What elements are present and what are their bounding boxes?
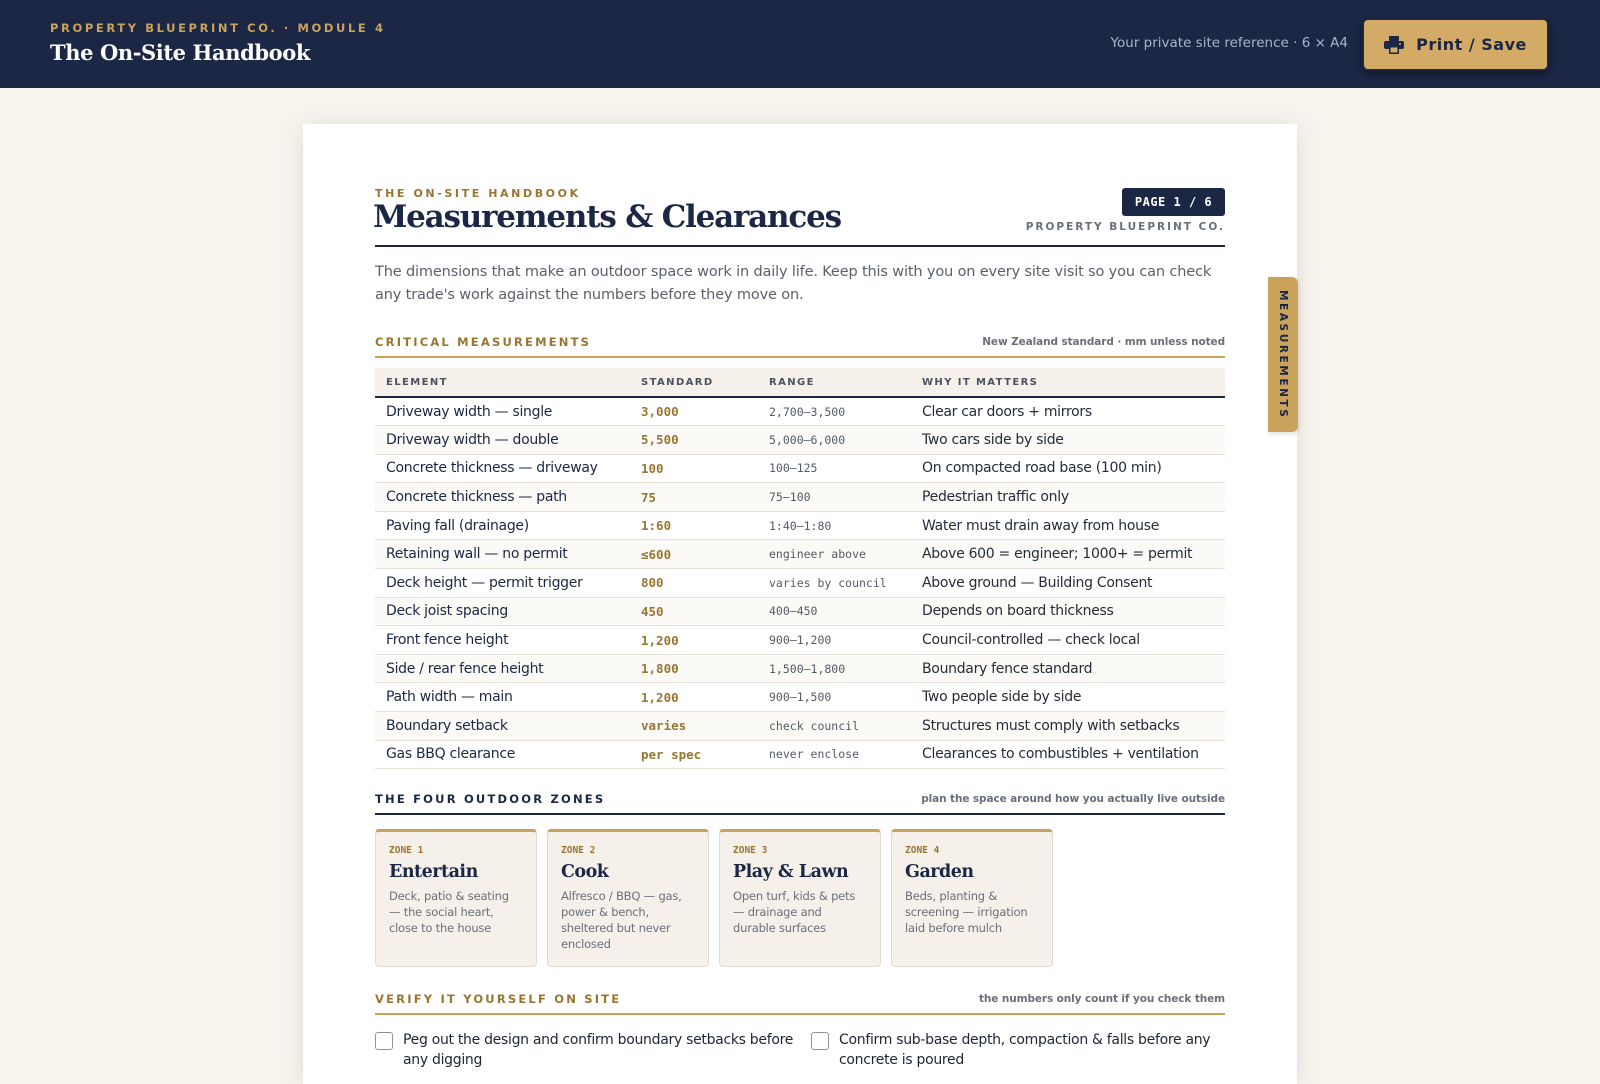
verify-checklist-item[interactable]: [375, 1030, 795, 1070]
table-row: [375, 483, 1225, 512]
table-row: [375, 740, 1225, 769]
checkbox[interactable]: [375, 1032, 393, 1050]
site-reference-text: Your private site reference · 6 × A4: [1110, 35, 1348, 51]
cell-range: 100–125: [758, 454, 911, 483]
measurements-section-note: New Zealand standard · mm unless noted: [982, 336, 1225, 348]
checklist-item-text: Confirm sub-base depth, compaction & falls before any concrete is poured: [839, 1032, 1211, 1068]
cell-why: Boundary fence standard: [911, 654, 1225, 683]
page-number-badge: PAGE 1 / 6: [1122, 188, 1225, 216]
cell-range: 1,500–1,800: [758, 654, 911, 683]
top-bar: [0, 0, 1600, 88]
cell-range: 400–450: [758, 597, 911, 626]
cell-element: Concrete thickness — path: [375, 483, 630, 512]
zone-description: Deck, patio & seating — the social heart, close to the house: [389, 889, 509, 935]
cell-standard: 1:60: [630, 511, 758, 540]
cell-why: Above 600 = engineer; 1000+ = permit: [911, 540, 1225, 569]
print-save-button[interactable]: [1362, 18, 1549, 71]
brand-kicker: PROPERTY BLUEPRINT CO. · MODULE 4: [50, 21, 386, 35]
cell-range: 5,000–6,000: [758, 426, 911, 455]
column-header-range: RANGE: [758, 368, 911, 397]
cell-why: Pedestrian traffic only: [911, 483, 1225, 512]
zones-section-title: THE FOUR OUTDOOR ZONES: [375, 792, 606, 806]
cell-why: Clearances to combustibles + ventilation: [911, 740, 1225, 769]
zone-description: Alfresco / BBQ — gas, power & bench, sheltered but never enclosed: [561, 889, 682, 951]
cell-standard: 3,000: [630, 397, 758, 426]
zone-description: Beds, planting & screening — irrigation laid before mulch: [905, 889, 1028, 935]
checklist-item-text: Peg out the design and confirm boundary setbacks before any digging: [403, 1032, 794, 1068]
verify-section-note: the numbers only count if you check them: [979, 993, 1225, 1005]
zone-card-cook: [547, 829, 709, 967]
zones-section-divider: [375, 813, 1225, 815]
table-row: [375, 454, 1225, 483]
cell-standard: 100: [630, 454, 758, 483]
cell-element: Deck joist spacing: [375, 597, 630, 626]
cell-standard: 450: [630, 597, 758, 626]
cell-standard: 1,200: [630, 626, 758, 655]
table-header-row: [375, 368, 1225, 397]
zone-description: Open turf, kids & pets — drainage and durable surfaces: [733, 889, 856, 935]
cell-why: Council-controlled — check local: [911, 626, 1225, 655]
zone-tag: ZONE 2: [561, 845, 596, 856]
zone-name: Play & Lawn: [733, 862, 849, 882]
cell-why: Two people side by side: [911, 683, 1225, 712]
table-row: [375, 397, 1225, 426]
cell-element: Boundary setback: [375, 712, 630, 741]
cell-element: Paving fall (drainage): [375, 511, 630, 540]
print-save-label: Print / Save: [1416, 35, 1527, 54]
zone-card-entertain: [375, 829, 537, 967]
cell-standard: varies: [630, 712, 758, 741]
table-row: [375, 654, 1225, 683]
cell-standard: 75: [630, 483, 758, 512]
column-header-element: ELEMENT: [375, 368, 630, 397]
cell-element: Side / rear fence height: [375, 654, 630, 683]
table-row: [375, 511, 1225, 540]
cell-why: Above ground — Building Consent: [911, 569, 1225, 598]
cell-why: Two cars side by side: [911, 426, 1225, 455]
table-row: [375, 683, 1225, 712]
cell-element: Driveway width — single: [375, 397, 630, 426]
measurements-section-divider: [375, 356, 1225, 358]
measurements-table: [375, 368, 1225, 769]
printer-icon: [1384, 36, 1404, 54]
cell-range: never enclose: [758, 740, 911, 769]
cell-element: Front fence height: [375, 626, 630, 655]
company-name: PROPERTY BLUEPRINT CO.: [1025, 221, 1225, 233]
cell-why: Structures must comply with setbacks: [911, 712, 1225, 741]
cell-range: 1:40–1:80: [758, 511, 911, 540]
verify-section-title: VERIFY IT YOURSELF ON SITE: [375, 992, 622, 1006]
cell-standard: 800: [630, 569, 758, 598]
cell-range: 900–1,500: [758, 683, 911, 712]
page-title: Measurements & Clearances: [373, 199, 841, 235]
zone-card-play-lawn: [719, 829, 881, 967]
zone-name: Entertain: [389, 862, 478, 882]
table-row: [375, 569, 1225, 598]
zone-tag: ZONE 4: [905, 845, 940, 856]
cell-range: 2,700–3,500: [758, 397, 911, 426]
cell-standard: ≤600: [630, 540, 758, 569]
zone-tag: ZONE 1: [389, 845, 424, 856]
cell-range: check council: [758, 712, 911, 741]
cell-why: Depends on board thickness: [911, 597, 1225, 626]
section-tab-label: MEASUREMENTS: [1277, 289, 1289, 420]
cell-why: On compacted road base (100 min): [911, 454, 1225, 483]
table-row: [375, 540, 1225, 569]
cell-why: Water must drain away from house: [911, 511, 1225, 540]
cell-element: Path width — main: [375, 683, 630, 712]
table-row: [375, 426, 1225, 455]
checkbox[interactable]: [811, 1032, 829, 1050]
cell-element: Gas BBQ clearance: [375, 740, 630, 769]
verify-section-divider: [375, 1013, 1225, 1015]
cell-why: Clear car doors + mirrors: [911, 397, 1225, 426]
cell-range: 75–100: [758, 483, 911, 512]
cell-standard: 1,200: [630, 683, 758, 712]
verify-checklist-item[interactable]: [811, 1030, 1225, 1070]
cell-standard: 1,800: [630, 654, 758, 683]
section-tab-measurements[interactable]: [1268, 277, 1298, 432]
cell-range: 900–1,200: [758, 626, 911, 655]
cell-range: varies by council: [758, 569, 911, 598]
cell-element: Concrete thickness — driveway: [375, 454, 630, 483]
table-row: [375, 626, 1225, 655]
cell-standard: per spec: [630, 740, 758, 769]
measurements-section-title: CRITICAL MEASUREMENTS: [375, 335, 592, 349]
zones-section-note: plan the space around how you actually live outside: [921, 793, 1225, 805]
app-title: The On-Site Handbook: [50, 40, 311, 65]
zone-name: Garden: [905, 862, 974, 882]
zone-name: Cook: [561, 862, 609, 882]
cell-range: engineer above: [758, 540, 911, 569]
cell-element: Retaining wall — no permit: [375, 540, 630, 569]
cell-standard: 5,500: [630, 426, 758, 455]
column-header-standard: STANDARD: [630, 368, 758, 397]
cell-element: Driveway width — double: [375, 426, 630, 455]
title-divider: [375, 245, 1225, 247]
table-row: [375, 712, 1225, 741]
column-header-why: WHY IT MATTERS: [911, 368, 1225, 397]
zone-tag: ZONE 3: [733, 845, 768, 856]
zone-card-garden: [891, 829, 1053, 967]
document-kicker: THE ON-SITE HANDBOOK: [375, 187, 581, 200]
table-row: [375, 597, 1225, 626]
cell-element: Deck height — permit trigger: [375, 569, 630, 598]
intro-paragraph: The dimensions that make an outdoor space work in daily life. Keep this with you on every site visit so you can check any trade's work against the numbers before they move on.: [375, 264, 1212, 303]
